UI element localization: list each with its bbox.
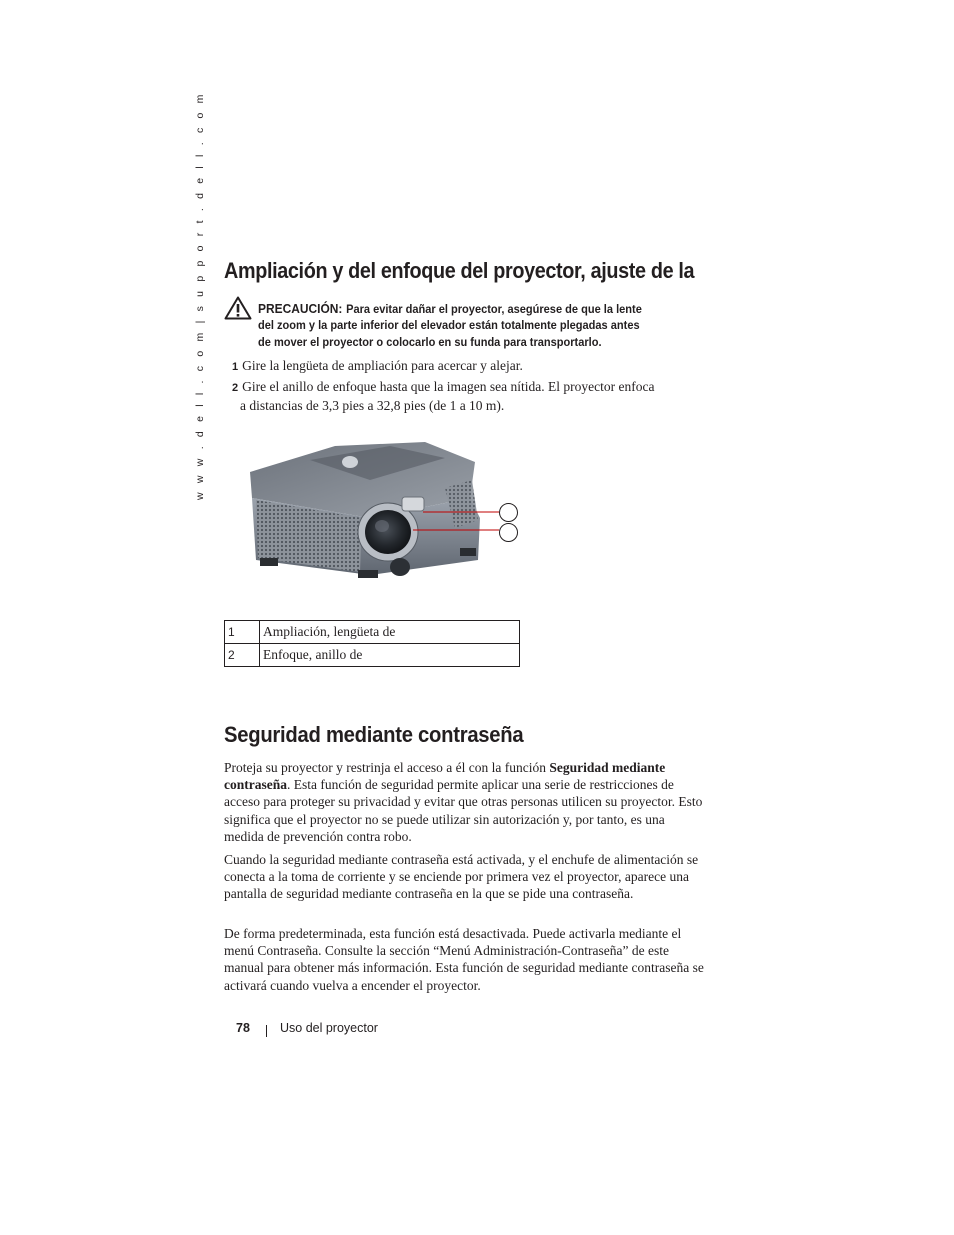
- sidebar-url: w w w . d e l l . c o m | s u p p o r t . d e l l . c o m: [194, 91, 206, 500]
- caution-line-1: Para evitar dañar el proyector, asegúrese de que la lente: [346, 302, 642, 316]
- table-row: [225, 621, 520, 644]
- section-title-zoom-focus: Ampliación y del enfoque del proyector, ajuste de la: [224, 258, 695, 283]
- text-run: . Esta función de seguridad permite aplicar una serie de restricciones de acceso para proteger su privacidad y evitar que otras personas utilicen su proyector. Esto significa que el proyector no se puede utilizar sin autorización y, por tanto, es una medida de prevención contra robo.: [224, 777, 703, 844]
- table-row: [225, 644, 520, 667]
- legend-number: 1: [225, 621, 260, 644]
- caution-label: PRECAUCIÓN:: [258, 301, 343, 316]
- callout-2: [499, 523, 518, 542]
- legend-table: [224, 620, 520, 667]
- paragraph-3: De forma predeterminada, esta función está desactivada. Puede activarla mediante el menú Contraseña. Consulte la sección “Menú Administración-Contraseña” de este manual para obtener más información. Esta función de seguridad mediante contraseña se activará cuando vuelva a encender el proyector.: [224, 926, 704, 993]
- step-2: [232, 378, 692, 414]
- projector-illustration: [240, 440, 530, 580]
- chapter-title: Uso del proyector: [280, 1021, 378, 1035]
- section-title-password: Seguridad mediante contraseña: [224, 722, 524, 747]
- step-1: [232, 357, 692, 376]
- step-number: 1: [232, 361, 239, 373]
- page-number: 78: [236, 1021, 250, 1035]
- bold-term: Seguridad mediante contraseña: [224, 760, 666, 793]
- paragraph-1: [224, 759, 704, 845]
- step-text-continued: a distancias de 3,3 pies a 32,8 pies (de 1 a 10 m).: [240, 398, 505, 413]
- legend-label: Ampliación, lengüeta de: [260, 621, 520, 644]
- callout-1: [499, 503, 518, 522]
- legend-label: Enfoque, anillo de: [260, 644, 520, 667]
- paragraph-2: Cuando la seguridad mediante contraseña está activada, y el enchufe de alimentación se conecta a la toma de corriente y se enciende por primera vez el proyector, aparece una pantalla de seguridad mediante contraseña en la que se pide una contraseña.: [224, 852, 699, 902]
- step-text: Gire el anillo de enfoque hasta que la imagen sea nítida. El proyector enfoca: [242, 379, 655, 394]
- step-number: 2: [232, 382, 239, 394]
- text-run: Proteja su proyector y restrinja el acceso a él con la función: [224, 760, 550, 775]
- warning-icon: [224, 296, 252, 320]
- projector-image: [240, 440, 530, 580]
- footer-divider: [266, 1025, 267, 1037]
- caution-line-2: del zoom y la parte inferior del elevador están totalmente plegadas antes: [258, 318, 640, 332]
- legend-number: 2: [225, 644, 260, 667]
- caution-line-3: de mover el proyector o colocarlo en su funda para transportarlo.: [258, 335, 602, 349]
- step-text: Gire la lengüeta de ampliación para acercar y alejar.: [242, 358, 523, 373]
